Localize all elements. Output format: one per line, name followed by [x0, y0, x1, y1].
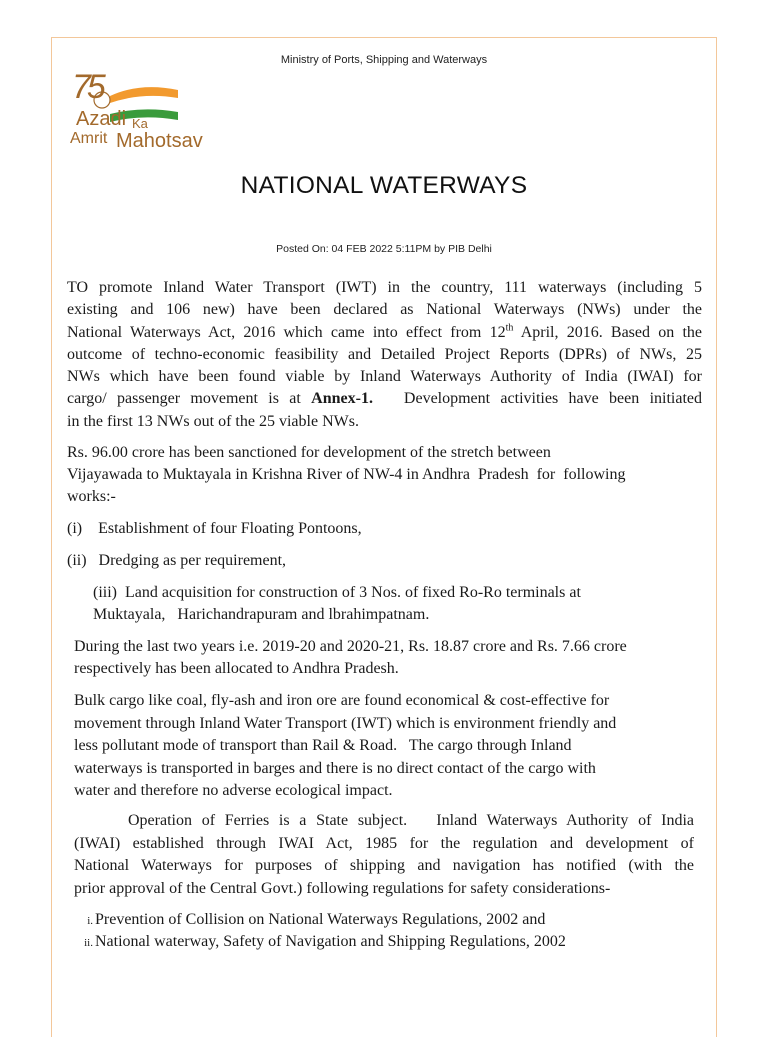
- logo-amrit: Amrit: [70, 130, 108, 147]
- azadi-ka-amrit-mahotsav-logo: [70, 68, 210, 154]
- ministry-name: Ministry of Ports, Shipping and Waterways: [280, 54, 488, 66]
- regulation-item: i. Prevention of Collision on National Waterways Regulations, 2002 and: [87, 911, 546, 928]
- paragraph-ferries: Operation of Ferries is a State subject. Inland Waterways Authority of India (IWAI) established through IWAI Act, 1985 for the regulation and development of National Waterways for purposes of shipping and navigation has notified (with the prior approval of the Central Govt.) following regulations for safety considerations-: [74, 812, 694, 897]
- paragraph-allocation: During the last two years i.e. 2019-20 and 2020-21, Rs. 18.87 crore and Rs. 7.66 crore respectively has been allocated to Andhra Pradesh.: [74, 638, 627, 677]
- logo-azadi: Azadi: [76, 108, 127, 130]
- works-item-iii: (iii) Land acquisition for construction of 3 Nos. of fixed Ro-Ro terminals at Muktayala, Harichandrapuram and lbrahimpatnam.: [93, 584, 581, 623]
- logo-mahotsav: Mahotsav: [116, 130, 203, 152]
- page-title: NATIONAL WATERWAYS: [240, 172, 528, 199]
- works-item-ii: (ii) Dredging as per requirement,: [67, 552, 287, 569]
- paragraph-sanction: Rs. 96.00 crore has been sanctioned for development of the stretch between Vijayawada to Muktayala in Krishna River of NW-4 in Andhra Pradesh for following works:-: [67, 444, 626, 505]
- logo-number: 75: [72, 68, 102, 106]
- logo-ka: Ka: [132, 116, 148, 131]
- regulation-item: ii. National waterway, Safety of Navigation and Shipping Regulations, 2002: [84, 933, 566, 950]
- works-item-i: (i) Establishment of four Floating Pontoons,: [67, 520, 362, 537]
- paragraph-bulk-cargo: Bulk cargo like coal, fly-ash and iron ore are found economical & cost-effective for movement through Inland Water Transport (IWT) which is environment friendly and less pollutant mode of transport than Rail & Road. The cargo through Inland waterways is transported in barges and there is no direct contact of the cargo with water and therefore no adverse ecological impact.: [74, 692, 617, 799]
- posted-on: Posted On: 04 FEB 2022 5:11PM by PIB Delhi: [276, 243, 492, 255]
- paragraph-iwt: TO promote Inland Water Transport (IWT) in the country, 111 waterways (including 5 existing and 106 new) have been declared as National Waterways (NWs) under the National Waterways Act, 2016 which came into effect from 12th April, 2016. Based on the outcome of techno-economic feasibility and Detailed Project Reports (DPRs) of NWs, 25 NWs which have been found viable by Inland Waterways Authority of India (IWAI) for cargo/ passenger movement is at Annex-1. Development activities have been initiated in the first 13 NWs out of the 25 viable NWs.: [67, 279, 702, 430]
